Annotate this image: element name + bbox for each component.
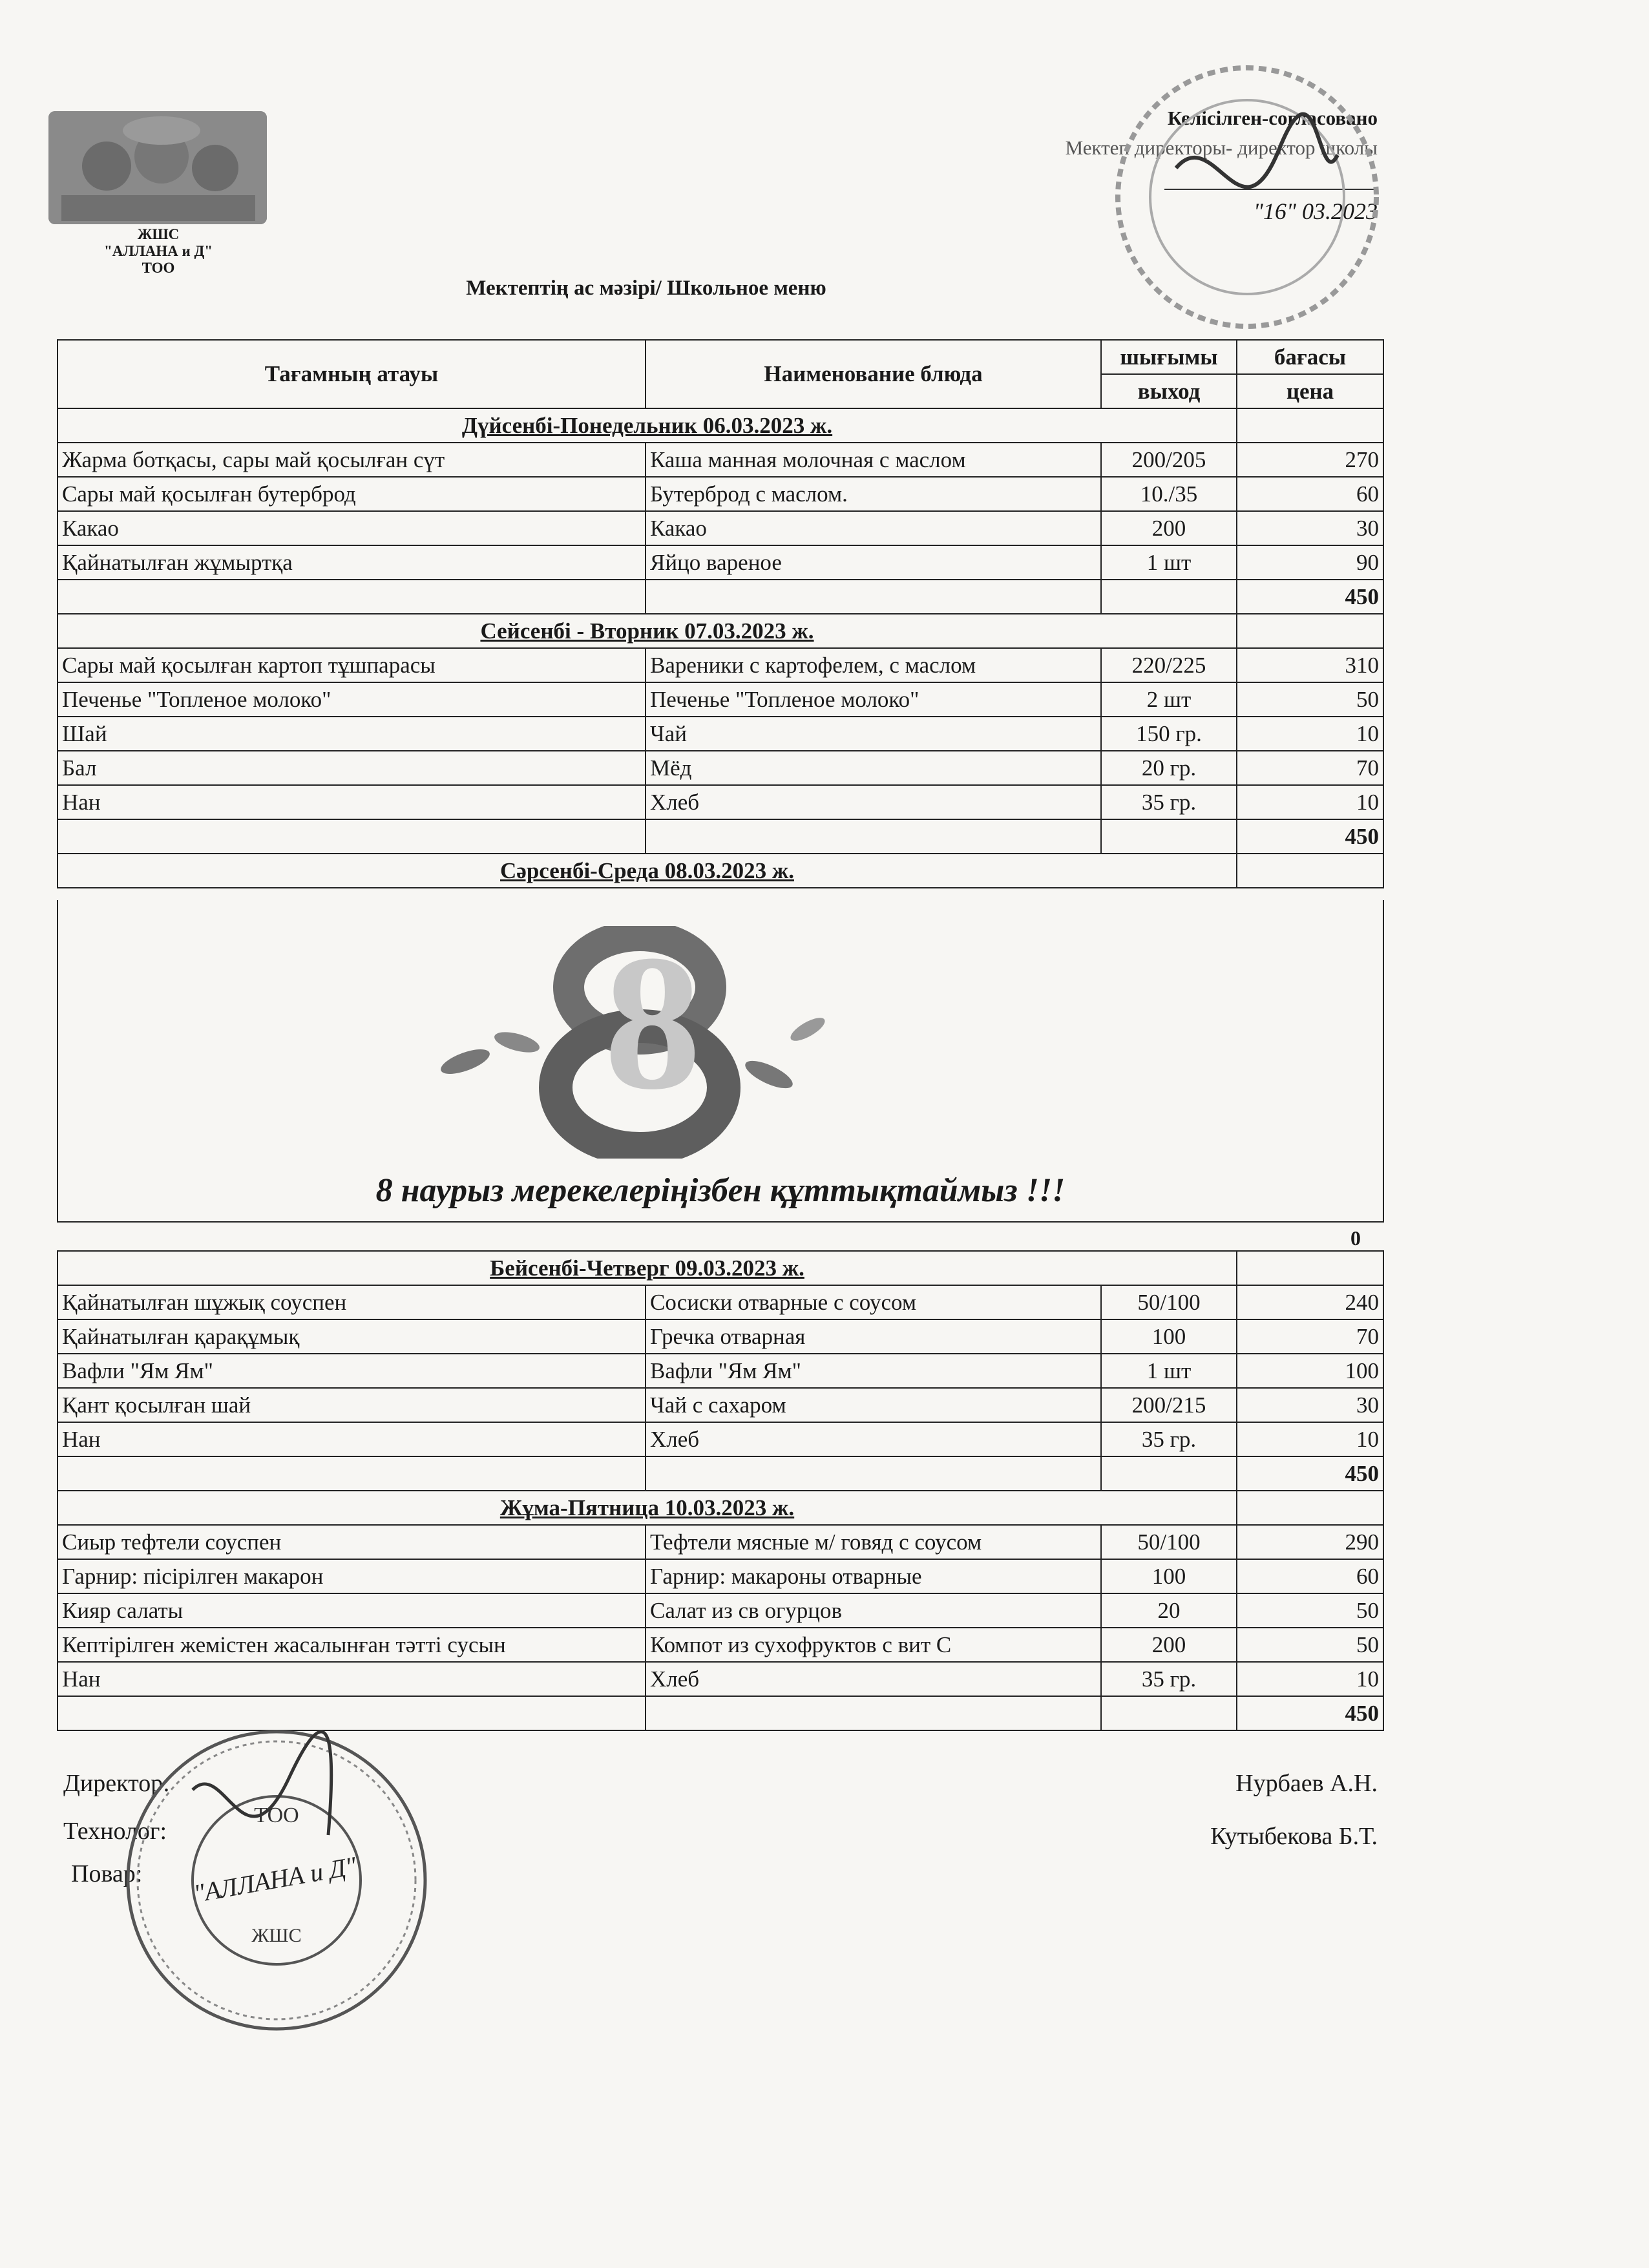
dish-ru: Какао bbox=[646, 511, 1101, 545]
dish-kz: Қайнатылған қарақұмық bbox=[58, 1319, 646, 1354]
table-row bbox=[58, 1319, 1383, 1354]
table-row bbox=[58, 1662, 1383, 1696]
dish-price: 10 bbox=[1237, 717, 1383, 751]
day-row-tuesday bbox=[58, 614, 1383, 648]
dish-kz: Қайнатылған шұжық соуспен bbox=[58, 1285, 646, 1319]
dish-out: 200/215 bbox=[1101, 1388, 1237, 1422]
dish-price: 50 bbox=[1237, 682, 1383, 717]
stamp-bottom: ЖШС bbox=[251, 1925, 302, 1946]
holiday-greeting: 8 наурыз мерекелеріңізбен құттықтаймыз !!! bbox=[375, 1172, 1066, 1209]
wednesday-total: 0 bbox=[1350, 1226, 1361, 1250]
table-row bbox=[58, 648, 1383, 682]
dish-out: 200 bbox=[1101, 511, 1237, 545]
day-row-thursday bbox=[58, 1251, 1383, 1285]
dish-ru: Тефтели мясные м/ говяд с соусом bbox=[646, 1525, 1101, 1559]
table-row bbox=[58, 477, 1383, 511]
flower-eight-icon bbox=[420, 926, 911, 1159]
dish-price: 60 bbox=[1237, 477, 1383, 511]
dish-price: 10 bbox=[1237, 785, 1383, 819]
header-ru: Наименование блюда bbox=[646, 340, 1101, 408]
cook-label: Повар: bbox=[71, 1860, 143, 1887]
day-name: Сәрсенбі-Среда 08.03.2023 ж. bbox=[58, 854, 1237, 888]
table-row bbox=[58, 1285, 1383, 1319]
table-header-row bbox=[58, 340, 1383, 374]
dish-price: 100 bbox=[1237, 1354, 1383, 1388]
total-row bbox=[58, 1456, 1383, 1491]
total-row bbox=[58, 819, 1383, 854]
company-stamp-icon bbox=[115, 1719, 438, 2042]
dish-out: 2 шт bbox=[1101, 682, 1237, 717]
menu-table-top bbox=[57, 339, 1384, 888]
day-total: 450 bbox=[1237, 1456, 1383, 1491]
dish-price: 240 bbox=[1237, 1285, 1383, 1319]
dish-kz: Сары май қосылған картоп тұшпарасы bbox=[58, 648, 646, 682]
total-row bbox=[58, 580, 1383, 614]
holiday-block bbox=[57, 900, 1384, 1223]
logo-line-1: ЖШС bbox=[137, 226, 180, 242]
dish-out: 1 шт bbox=[1101, 1354, 1237, 1388]
table-row bbox=[58, 785, 1383, 819]
dish-kz: Шай bbox=[58, 717, 646, 751]
dish-kz: Нан bbox=[58, 1422, 646, 1456]
dish-kz: Вафли "Ям Ям" bbox=[58, 1354, 646, 1388]
dish-out: 100 bbox=[1101, 1559, 1237, 1593]
holiday-number: 8 bbox=[604, 926, 701, 1129]
dish-ru: Гарнир: макароны отварные bbox=[646, 1559, 1101, 1593]
dish-ru: Вафли "Ям Ям" bbox=[646, 1354, 1101, 1388]
dish-ru: Бутерброд с маслом. bbox=[646, 477, 1101, 511]
dish-out: 10./35 bbox=[1101, 477, 1237, 511]
dish-kz: Қайнатылған жұмыртқа bbox=[58, 545, 646, 580]
dish-kz: Печенье "Топленое молоко" bbox=[58, 682, 646, 717]
table-row bbox=[58, 1628, 1383, 1662]
stamp-center: "АЛЛАНА и Д" bbox=[191, 1851, 359, 1908]
dish-ru: Яйцо вареное bbox=[646, 545, 1101, 580]
table-row bbox=[58, 1422, 1383, 1456]
dish-price: 60 bbox=[1237, 1559, 1383, 1593]
dish-ru: Гречка отварная bbox=[646, 1319, 1101, 1354]
logo-line-3: ТОО bbox=[142, 260, 175, 276]
header-kz: Тағамның атауы bbox=[58, 340, 646, 408]
dish-price: 270 bbox=[1237, 443, 1383, 477]
dish-ru: Хлеб bbox=[646, 785, 1101, 819]
dish-out: 35 гр. bbox=[1101, 785, 1237, 819]
dish-kz: Қант қосылған шай bbox=[58, 1388, 646, 1422]
dish-out: 220/225 bbox=[1101, 648, 1237, 682]
director-name: Нурбаев А.Н. bbox=[1235, 1770, 1378, 1797]
dish-out: 1 шт bbox=[1101, 545, 1237, 580]
dish-out: 35 гр. bbox=[1101, 1662, 1237, 1696]
stamp-top: ТОО bbox=[254, 1803, 299, 1827]
dish-price: 70 bbox=[1237, 1319, 1383, 1354]
header-out-kz: шығымы bbox=[1101, 340, 1237, 374]
day-row-monday bbox=[58, 408, 1383, 443]
dish-ru: Салат из св огурцов bbox=[646, 1593, 1101, 1628]
dish-price: 70 bbox=[1237, 751, 1383, 785]
technologist-label: Технолог: bbox=[63, 1818, 167, 1845]
table-row bbox=[58, 545, 1383, 580]
dish-price: 30 bbox=[1237, 511, 1383, 545]
dish-ru: Хлеб bbox=[646, 1662, 1101, 1696]
dish-price: 310 bbox=[1237, 648, 1383, 682]
dish-kz: Кияр салаты bbox=[58, 1593, 646, 1628]
header-price-ru: цена bbox=[1237, 374, 1383, 408]
dish-price: 50 bbox=[1237, 1593, 1383, 1628]
dish-ru: Печенье "Топленое молоко" bbox=[646, 682, 1101, 717]
day-name: Сейсенбі - Вторник 07.03.2023 ж. bbox=[58, 614, 1237, 648]
table-row bbox=[58, 717, 1383, 751]
dish-out: 20 гр. bbox=[1101, 751, 1237, 785]
technologist-name: Кутыбекова Б.Т. bbox=[1210, 1823, 1378, 1850]
dish-kz: Бал bbox=[58, 751, 646, 785]
dish-ru: Чай с сахаром bbox=[646, 1388, 1101, 1422]
dish-out: 200/205 bbox=[1101, 443, 1237, 477]
page-title: Мектептің ас мәзірі/ Школьное меню bbox=[466, 277, 826, 300]
dish-ru: Каша манная молочная с маслом bbox=[646, 443, 1101, 477]
day-total: 450 bbox=[1237, 1696, 1383, 1730]
dish-price: 10 bbox=[1237, 1422, 1383, 1456]
table-row bbox=[58, 1525, 1383, 1559]
dish-ru: Мёд bbox=[646, 751, 1101, 785]
approval-role: Мектеп директоры- директор школы bbox=[1065, 136, 1378, 159]
table-row bbox=[58, 1354, 1383, 1388]
header-price-kz: бағасы bbox=[1237, 340, 1383, 374]
dish-out: 200 bbox=[1101, 1628, 1237, 1662]
day-row-wednesday bbox=[58, 854, 1383, 888]
dish-ru: Вареники с картофелем, с маслом bbox=[646, 648, 1101, 682]
approval-title: Келісілген-согласовано bbox=[1167, 107, 1378, 129]
logo-line-2: "АЛЛАНА и Д" bbox=[103, 243, 213, 259]
dish-out: 100 bbox=[1101, 1319, 1237, 1354]
menu-table-bottom bbox=[57, 1250, 1384, 1731]
dish-out: 50/100 bbox=[1101, 1285, 1237, 1319]
day-total: 450 bbox=[1237, 819, 1383, 854]
dish-kz: Кептірілген жемістен жасалынған тәтті сусын bbox=[58, 1628, 646, 1662]
table-row bbox=[58, 1593, 1383, 1628]
day-total: 450 bbox=[1237, 580, 1383, 614]
dish-ru: Сосиски отварные с соусом bbox=[646, 1285, 1101, 1319]
day-name: Жұма-Пятница 10.03.2023 ж. bbox=[58, 1491, 1237, 1525]
dish-price: 10 bbox=[1237, 1662, 1383, 1696]
dish-kz: Сары май қосылған бутерброд bbox=[58, 477, 646, 511]
dish-price: 90 bbox=[1237, 545, 1383, 580]
approval-date: "16" 03.2023 bbox=[1253, 198, 1378, 224]
table-row bbox=[58, 1559, 1383, 1593]
dish-price: 290 bbox=[1237, 1525, 1383, 1559]
table-row bbox=[58, 682, 1383, 717]
dish-kz: Жарма ботқасы, сары май қосылған сүт bbox=[58, 443, 646, 477]
dish-out: 50/100 bbox=[1101, 1525, 1237, 1559]
dish-out: 20 bbox=[1101, 1593, 1237, 1628]
dish-ru: Хлеб bbox=[646, 1422, 1101, 1456]
table-row bbox=[58, 1388, 1383, 1422]
company-logo bbox=[48, 111, 267, 224]
dish-kz: Нан bbox=[58, 785, 646, 819]
header-out-ru: выход bbox=[1101, 374, 1237, 408]
table-row bbox=[58, 511, 1383, 545]
day-row-friday bbox=[58, 1491, 1383, 1525]
chefs-logo-icon bbox=[48, 111, 267, 224]
dish-kz: Гарнир: пісірілген макарон bbox=[58, 1559, 646, 1593]
day-name: Дүйсенбі-Понедельник 06.03.2023 ж. bbox=[58, 408, 1237, 443]
dish-ru: Компот из сухофруктов с вит С bbox=[646, 1628, 1101, 1662]
table-row bbox=[58, 751, 1383, 785]
director-label: Директор: bbox=[63, 1770, 170, 1797]
dish-kz: Какао bbox=[58, 511, 646, 545]
dish-price: 30 bbox=[1237, 1388, 1383, 1422]
dish-out: 150 гр. bbox=[1101, 717, 1237, 751]
dish-ru: Чай bbox=[646, 717, 1101, 751]
dish-kz: Сиыр тефтели соуспен bbox=[58, 1525, 646, 1559]
dish-price: 50 bbox=[1237, 1628, 1383, 1662]
day-name: Бейсенбі-Четверг 09.03.2023 ж. bbox=[58, 1251, 1237, 1285]
logo-caption bbox=[39, 226, 278, 277]
dish-kz: Нан bbox=[58, 1662, 646, 1696]
dish-out: 35 гр. bbox=[1101, 1422, 1237, 1456]
table-row bbox=[58, 443, 1383, 477]
